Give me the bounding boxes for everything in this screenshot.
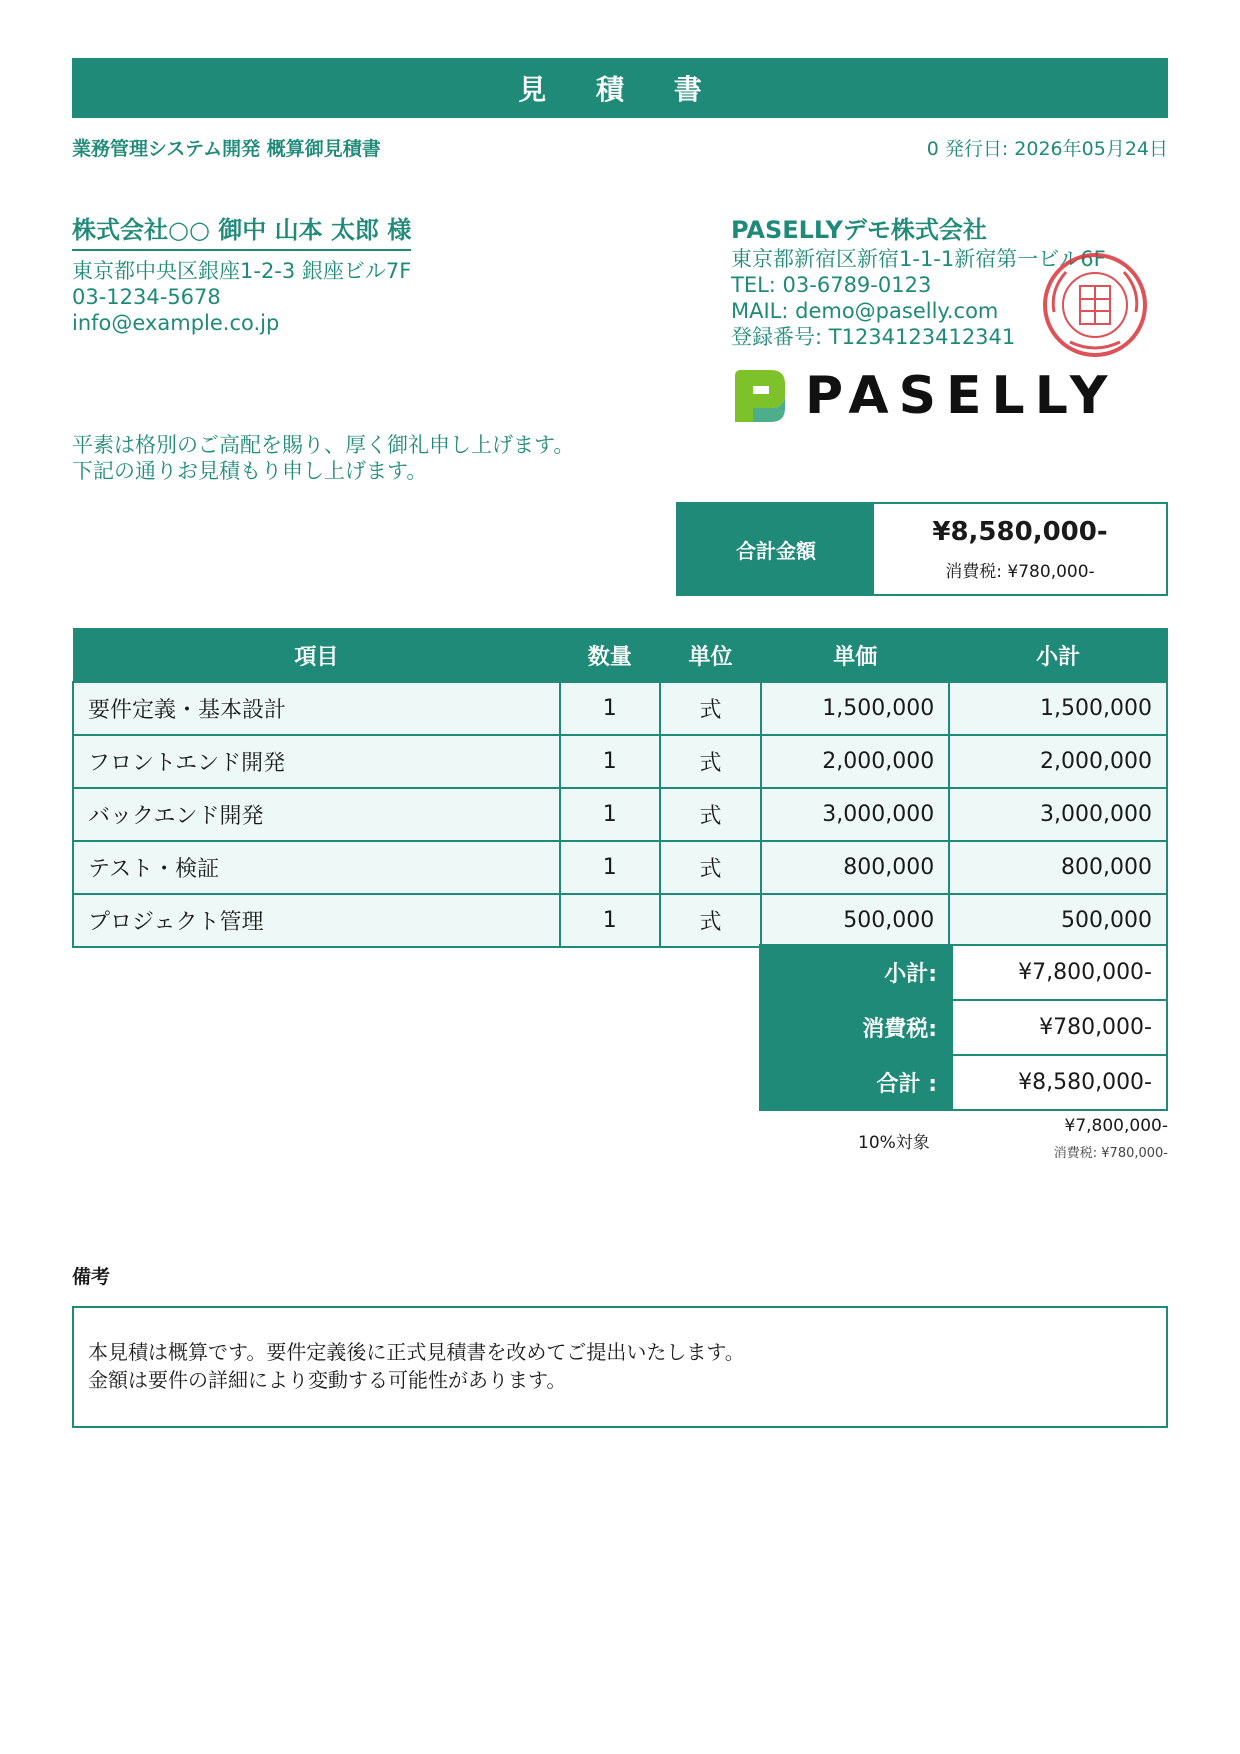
items-table bbox=[72, 628, 1168, 948]
summary-subtotal-label: 小計: bbox=[760, 945, 952, 1000]
client-info bbox=[72, 258, 411, 336]
company-mail: MAIL: demo@paselly.com bbox=[731, 299, 999, 323]
item-price: 2,000,000 bbox=[761, 735, 949, 788]
client-email: info@example.co.jp bbox=[72, 311, 280, 335]
item-qty: 1 bbox=[560, 841, 660, 894]
header-unit: 単位 bbox=[660, 629, 762, 683]
item-price: 500,000 bbox=[761, 894, 949, 947]
summary-total-row bbox=[760, 1055, 1167, 1110]
summary-subtotal-row bbox=[760, 945, 1167, 1000]
item-name: プロジェクト管理 bbox=[73, 894, 560, 947]
item-unit: 式 bbox=[660, 841, 762, 894]
summary-tax-value: ¥780,000- bbox=[952, 1000, 1167, 1055]
item-unit: 式 bbox=[660, 682, 762, 735]
summary-subtotal-value: ¥7,800,000- bbox=[952, 945, 1167, 1000]
item-qty: 1 bbox=[560, 735, 660, 788]
table-row bbox=[73, 894, 1167, 947]
company-tel: TEL: 03-6789-0123 bbox=[731, 273, 932, 297]
notes-title: 備考 bbox=[72, 1266, 111, 1288]
item-subtotal: 500,000 bbox=[949, 894, 1167, 947]
summary-total-value: ¥8,580,000- bbox=[952, 1055, 1167, 1110]
issue-info bbox=[927, 134, 1168, 161]
company-seal-icon bbox=[1040, 250, 1150, 360]
logo-text: PASELLY bbox=[805, 366, 1118, 426]
item-unit: 式 bbox=[660, 788, 762, 841]
greeting-line-1: 平素は格別のご高配を賜り、厚く御礼申し上げます。 bbox=[72, 433, 575, 457]
notes-box bbox=[72, 1306, 1168, 1428]
paselly-logo-icon bbox=[731, 368, 787, 424]
summary-table bbox=[759, 944, 1168, 1111]
table-row bbox=[73, 841, 1167, 894]
table-row bbox=[73, 735, 1167, 788]
issue-date: 発行日: 2026年05月24日 bbox=[944, 138, 1168, 160]
client-tel: 03-1234-5678 bbox=[72, 285, 221, 309]
company-logo bbox=[731, 366, 1117, 426]
company-registration: 登録番号: T1234123412341 bbox=[731, 325, 1016, 349]
document-title: 見 積 書 bbox=[72, 58, 1168, 118]
notes-line-1: 本見積は概算です。要件定義後に正式見積書を改めてご提出いたします。 bbox=[88, 1340, 745, 1364]
summary-tax-row bbox=[760, 1000, 1167, 1055]
header-price: 単価 bbox=[761, 629, 949, 683]
header-subtotal: 小計 bbox=[949, 629, 1167, 683]
header-item: 項目 bbox=[73, 629, 560, 683]
tax-rate-label: 10%対象 bbox=[858, 1133, 930, 1153]
tax-rate-tax: 消費税: ¥780,000- bbox=[1053, 1146, 1168, 1161]
document-subject: 業務管理システム開発 概算御見積書 bbox=[72, 138, 381, 160]
table-row bbox=[73, 682, 1167, 735]
item-name: バックエンド開発 bbox=[73, 788, 560, 841]
item-name: テスト・検証 bbox=[73, 841, 560, 894]
item-subtotal: 1,500,000 bbox=[949, 682, 1167, 735]
item-unit: 式 bbox=[660, 735, 762, 788]
client-name: 株式会社○○ 御中 山本 太郎 様 bbox=[72, 210, 411, 251]
total-amount-label: 合計金額 bbox=[678, 504, 874, 594]
issue-number: 0 bbox=[926, 138, 939, 160]
table-row bbox=[73, 788, 1167, 841]
item-name: 要件定義・基本設計 bbox=[73, 682, 560, 735]
item-price: 800,000 bbox=[761, 841, 949, 894]
item-qty: 1 bbox=[560, 788, 660, 841]
item-qty: 1 bbox=[560, 682, 660, 735]
tax-rate-amount: ¥7,800,000- bbox=[1064, 1116, 1168, 1136]
item-subtotal: 2,000,000 bbox=[949, 735, 1167, 788]
company-name: PASELLYデモ株式会社 bbox=[731, 216, 987, 244]
summary-tax-label: 消費税: bbox=[760, 1000, 952, 1055]
total-amount: ¥8,580,000- bbox=[932, 516, 1108, 547]
item-qty: 1 bbox=[560, 894, 660, 947]
summary-total-label: 合計 : bbox=[760, 1055, 952, 1110]
item-name: フロントエンド開発 bbox=[73, 735, 560, 788]
total-amount-value bbox=[874, 504, 1166, 594]
header-qty: 数量 bbox=[560, 629, 660, 683]
greeting bbox=[72, 432, 574, 484]
company-address: 東京都新宿区新宿1-1-1新宿第一ビル6F bbox=[731, 247, 1106, 271]
total-amount-box bbox=[676, 502, 1168, 596]
item-price: 1,500,000 bbox=[761, 682, 949, 735]
item-subtotal: 3,000,000 bbox=[949, 788, 1167, 841]
item-unit: 式 bbox=[660, 894, 762, 947]
total-tax: 消費税: ¥780,000- bbox=[945, 561, 1095, 582]
item-subtotal: 800,000 bbox=[949, 841, 1167, 894]
notes-line-2: 金額は要件の詳細により変動する可能性があります。 bbox=[88, 1368, 567, 1392]
greeting-line-2: 下記の通りお見積もり申し上げます。 bbox=[72, 459, 428, 483]
item-price: 3,000,000 bbox=[761, 788, 949, 841]
table-header-row bbox=[73, 629, 1167, 683]
client-address: 東京都中央区銀座1-2-3 銀座ビル7F bbox=[72, 259, 412, 283]
